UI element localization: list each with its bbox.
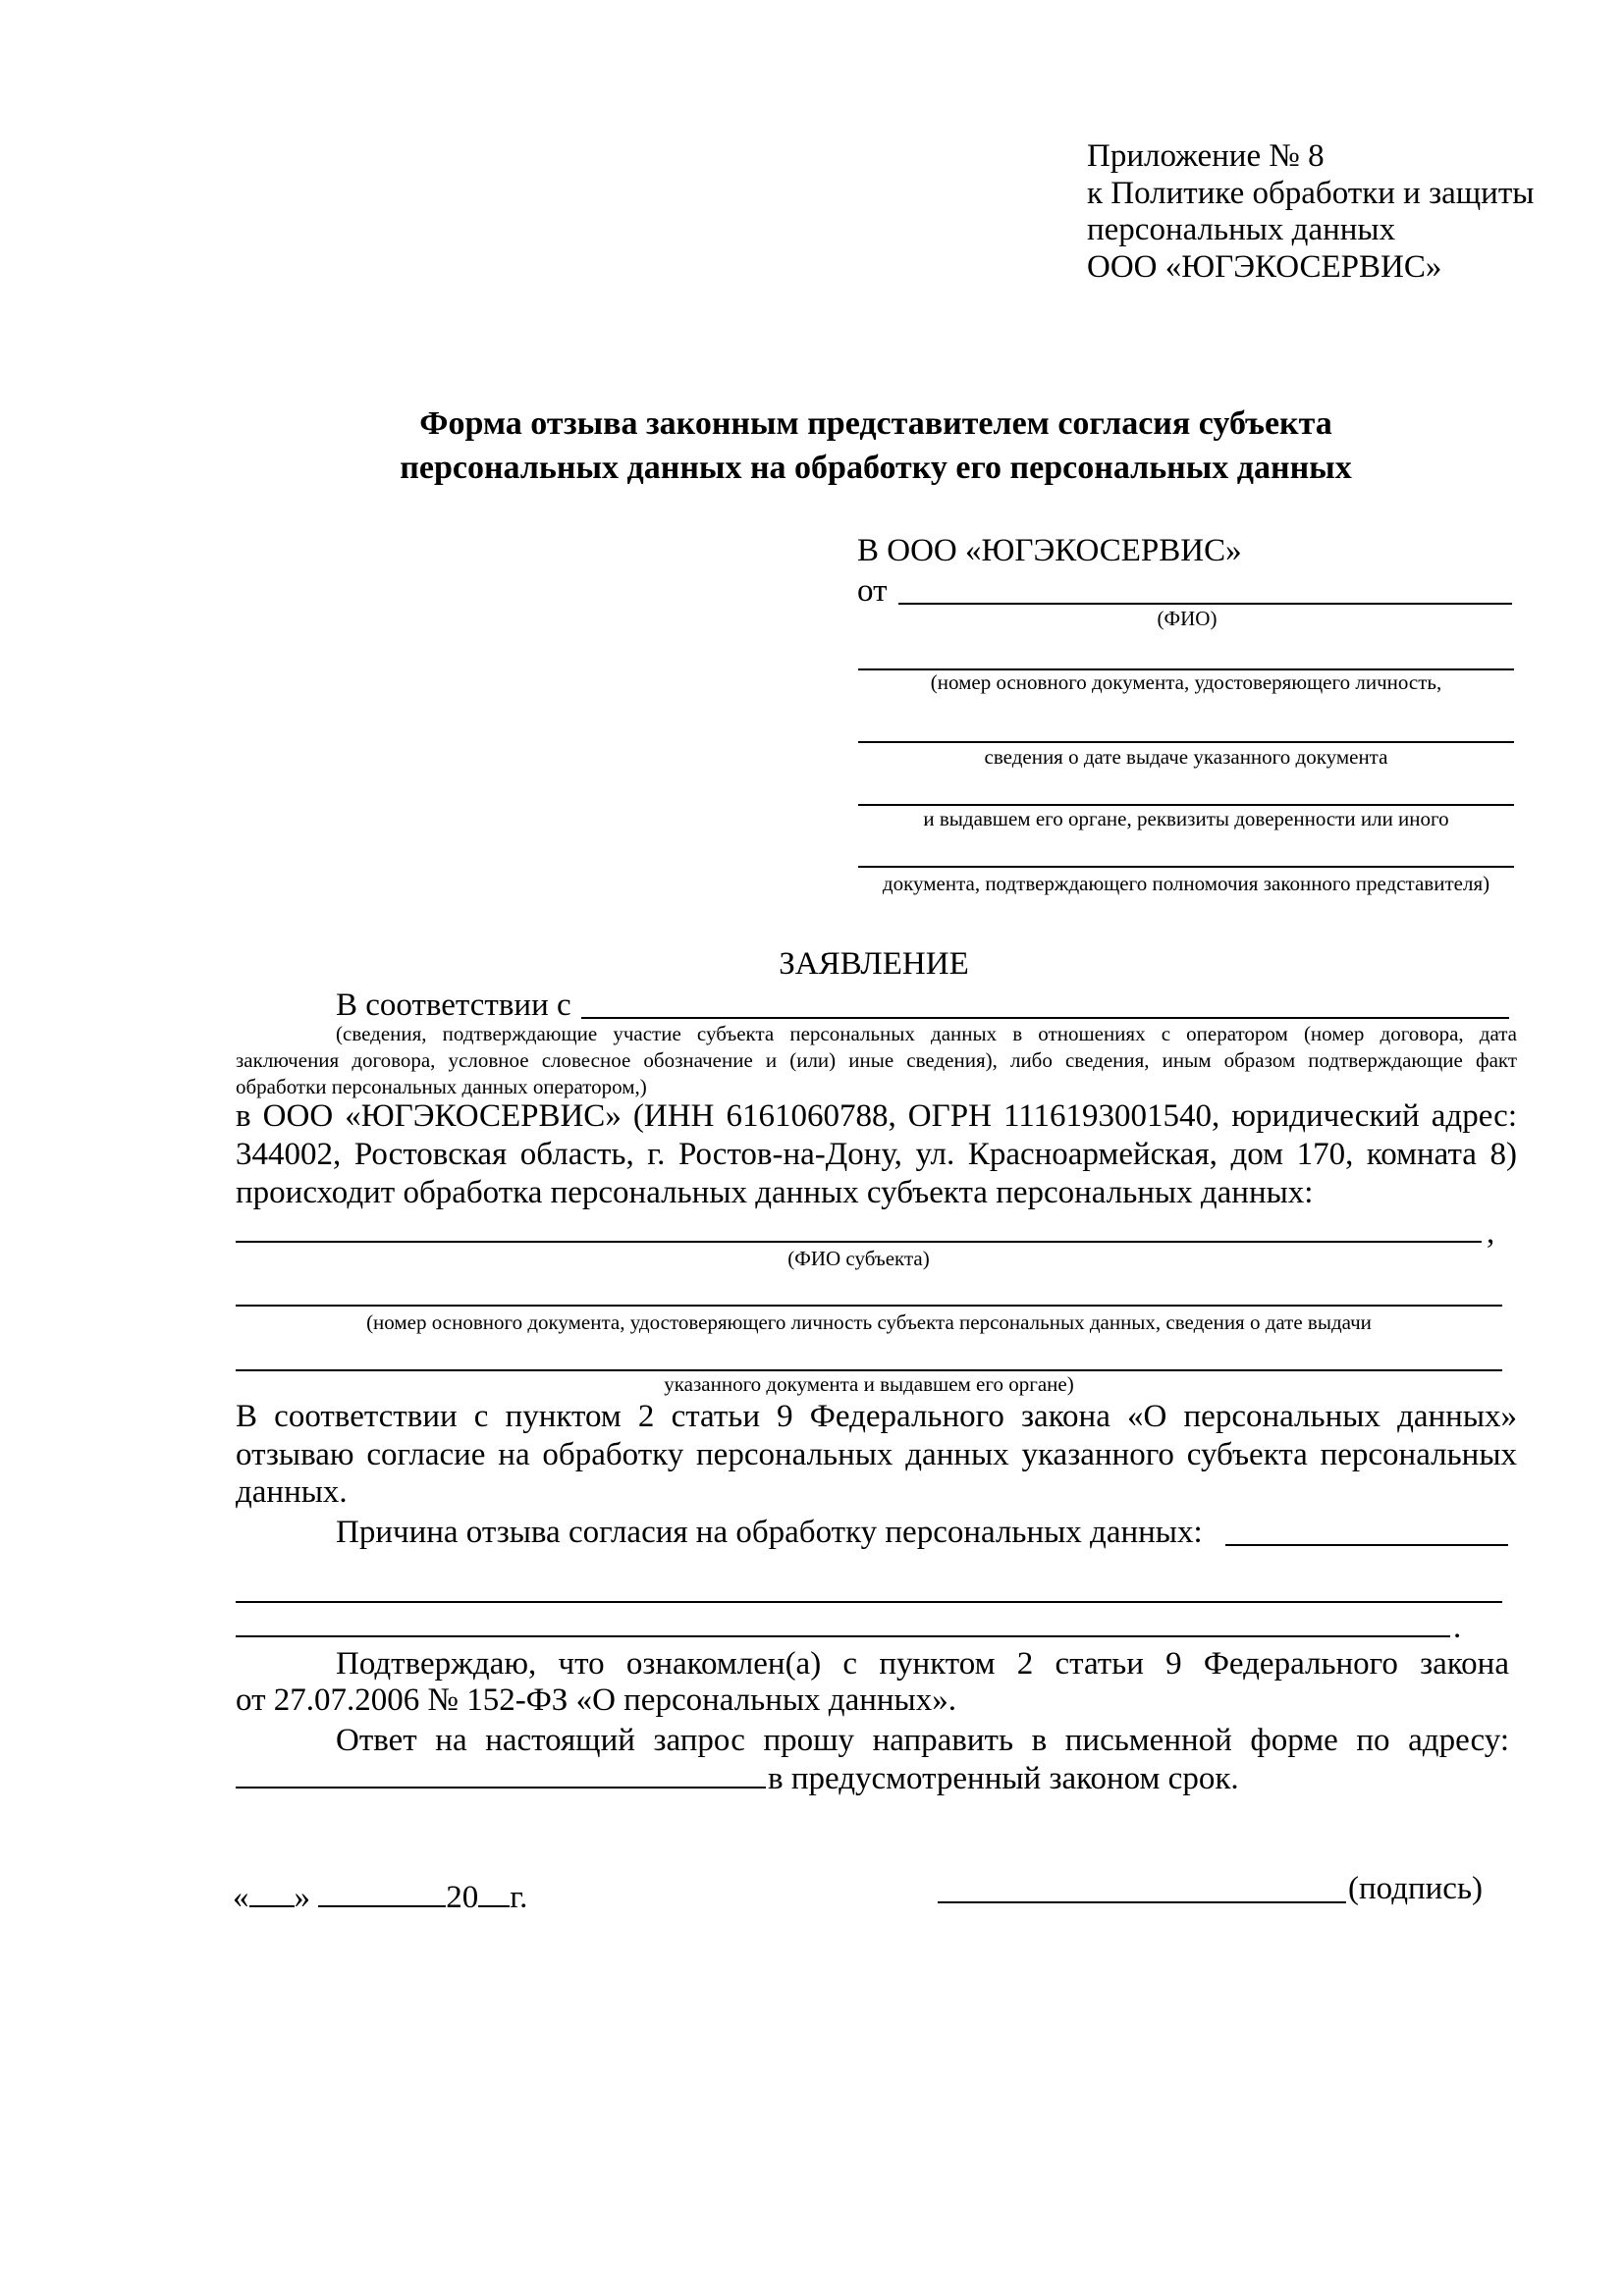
basis-caption-line: обработки персональных данных оператором,) — [236, 1075, 647, 1098]
date-line — [233, 1873, 527, 1914]
fio-field[interactable] — [898, 603, 1512, 605]
confirm-para-line: Подтверждаю, что ознакомлен(а) с пунктом 2 статьи 9 Федерального закона — [336, 1646, 1509, 1682]
appendix-line: персональных данных — [1087, 212, 1396, 247]
from-label: от — [857, 573, 888, 609]
quote-open: « — [233, 1880, 249, 1915]
addressee-to: В ООО «ЮГЭКОСЕРВИС» — [857, 533, 1242, 568]
day-field[interactable] — [249, 1873, 295, 1907]
reason-field-2[interactable] — [236, 1601, 1502, 1603]
month-field[interactable] — [318, 1873, 446, 1907]
page-title: персональных данных на обработку его персональных данных — [400, 450, 1352, 486]
subject-fio-field[interactable] — [236, 1241, 1482, 1243]
basis-caption-line: заключения договора, условное словесное обозначение и (или) иные сведения), либо сведения, иным образом подтверждающие факт — [236, 1048, 1517, 1072]
issue-date-field[interactable] — [858, 741, 1514, 743]
subject-doc-caption: указанного документа и выдавшем его органе) — [664, 1372, 1074, 1396]
subject-fio-caption: (ФИО субъекта) — [787, 1247, 930, 1270]
statement-heading: ЗАЯВЛЕНИЕ — [779, 946, 969, 982]
year-suffix: г. — [510, 1880, 528, 1915]
appendix-line: ООО «ЮГЭКОСЕРВИС» — [1087, 249, 1442, 285]
basis-field[interactable] — [581, 1017, 1509, 1019]
reply-para-line: Ответ на настоящий запрос прошу направить в письменной форме по адресу: — [336, 1723, 1509, 1758]
signature-label: (подпись) — [1348, 1871, 1483, 1906]
confirm-para-line: от 27.07.2006 № 152-ФЗ «О персональных данных». — [236, 1682, 956, 1718]
representative-doc-field[interactable] — [858, 866, 1514, 868]
subject-doc-field[interactable] — [236, 1305, 1502, 1307]
fio-caption: (ФИО) — [1157, 607, 1218, 630]
reason-field[interactable] — [1225, 1544, 1508, 1546]
subject-doc-field-2[interactable] — [236, 1369, 1502, 1371]
quote-close: » — [294, 1880, 310, 1915]
authority-field[interactable] — [858, 804, 1514, 806]
basis-label: В соответствии с — [336, 988, 571, 1023]
issue-date-caption: сведения о дате выдаче указанного документа — [984, 745, 1388, 769]
reply-para-line: в предусмотренный законом срок. — [768, 1761, 1239, 1796]
year-field[interactable] — [478, 1873, 510, 1907]
signature-field[interactable] — [938, 1901, 1346, 1903]
year-prefix: 20 — [446, 1880, 479, 1915]
document-caption: (номер основного документа, удостоверяющего личность, — [930, 670, 1442, 694]
appendix-line: Приложение № 8 — [1087, 138, 1325, 174]
appendix-line: к Политике обработки и защиты — [1087, 176, 1535, 211]
subject-doc-caption: (номер основного документа, удостоверяющего личность субъекта персональных данных, сведения о дате выдачи — [366, 1310, 1372, 1334]
reason-period: . — [1453, 1610, 1462, 1645]
revoke-para-line: В соответствии с пунктом 2 статьи 9 Федерального закона «О персональных данных» — [236, 1399, 1517, 1434]
representative-doc-caption: документа, подтверждающего полномочия законного представителя) — [882, 872, 1490, 895]
reason-field-3[interactable] — [236, 1635, 1450, 1637]
company-para-line: 344002, Ростовская область, г. Ростов-на-Дону, ул. Красноармейская, дом 170, комната 8) — [236, 1137, 1517, 1172]
revoke-para-line: отзываю согласие на обработку персональных данных указанного субъекта персональных — [236, 1437, 1517, 1472]
company-para-line: в ООО «ЮГЭКОСЕРВИС» (ИНН 6161060788, ОГРН 1116193001540, юридический адрес: — [236, 1098, 1517, 1134]
revoke-para-line: данных. — [236, 1474, 348, 1510]
company-para-line: происходит обработка персональных данных субъекта персональных данных: — [236, 1175, 1314, 1210]
authority-caption: и выдавшем его органе, реквизиты доверенности или иного — [923, 807, 1449, 830]
page-title: Форма отзыва законным представителем согласия субъекта — [419, 405, 1332, 442]
reply-address-field[interactable] — [236, 1787, 766, 1789]
reason-label: Причина отзыва согласия на обработку персональных данных: — [336, 1515, 1203, 1550]
subject-comma: , — [1487, 1215, 1495, 1251]
basis-caption-line: (сведения, подтверждающие участие субъекта персональных данных в отношениях с оператором (номер договора, дата — [336, 1022, 1517, 1045]
